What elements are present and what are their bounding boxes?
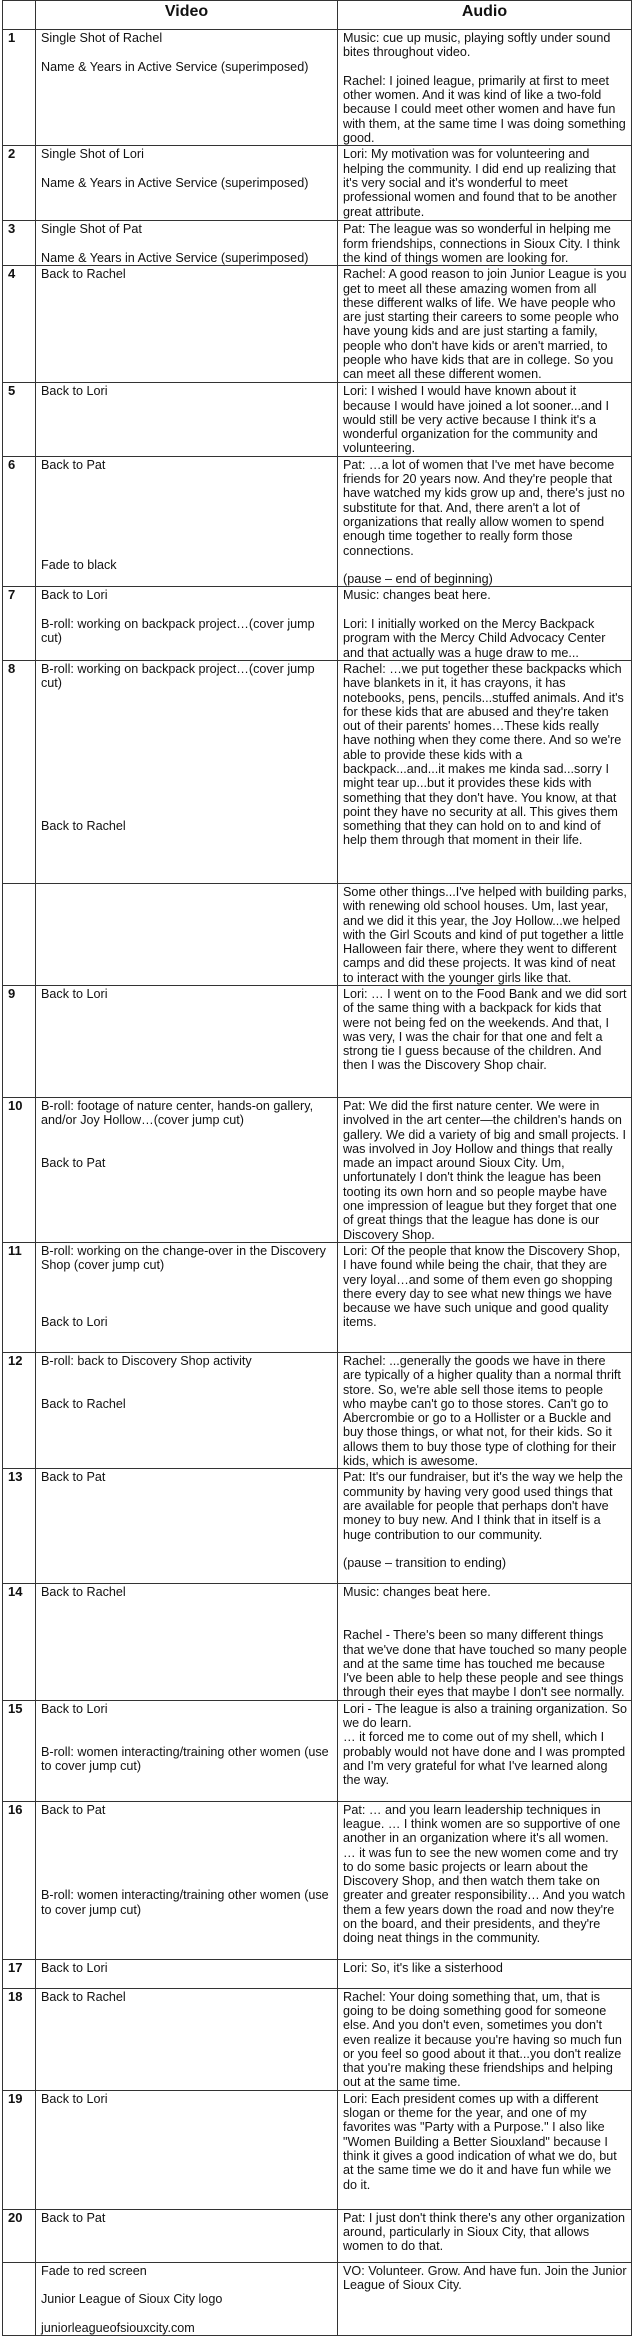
audio-line: Pat: It's our fundraiser, but it's the way we help the community by having very good used things that are available for people that perhaps don't have money to buy new. And I think that in itself is a huge contribution to our community. (343, 1470, 623, 1542)
audio-line: Rachel: Your doing something that, um, that is going to be doing something good for someone else. And you don't even, sometimes you don't even realize it because you're having so much fun or you feel so good about it that...you don't realize that you're making these friendships and helping out at the same time. (343, 1989, 622, 2090)
video-direction: B-roll: footage of nature center, hands-on gallery, and/or Joy Hollow…(cover jump cut) (41, 1098, 314, 1128)
video-cell (36, 2209, 338, 2262)
audio-line: Some other things...I've helped with building parks, with renewing old school houses. Um, last year, and we did it this year, the Joy Hollow...we helped with the Girl Scouts and kind of put together a little Halloween fair there, where they went to different camps and did these projects. It was kind of neat to interact with the younger girls like that. (343, 884, 627, 985)
row-number: 2 (3, 146, 36, 221)
audio-cell (338, 2262, 632, 2335)
video-cell (36, 456, 338, 587)
script-row (3, 456, 632, 587)
spacer (41, 1831, 333, 1845)
row-number (3, 2262, 36, 2335)
video-direction: Back to Rachel (41, 1585, 126, 1600)
spacer (343, 1600, 627, 1614)
video-cell (36, 2262, 338, 2335)
spacer (41, 748, 333, 762)
spacer (41, 1142, 333, 1156)
audio-cell (338, 383, 632, 456)
video-direction: Back to Lori (41, 2091, 108, 2106)
audio-line: Lori: Of the people that know the Discovery Shop, I have found while being the chair, that they are very loyal…and some of them even go shopping there every day to see what new things we have because we have such unique and good quality items. (343, 1243, 621, 1330)
video-cell (36, 1584, 338, 1700)
spacer (41, 719, 333, 733)
row-number: 8 (3, 660, 36, 883)
audio-line: Lori: Each president comes up with a different slogan or theme for the year, and one of my favorites was "Party with a Purpose." I also like "Women Building a Better Siouxland" because I think it gives a good indication of what we do, but at the same time we do it and have fun while we do it. (343, 2091, 617, 2192)
audio-line: Lori: My motivation was for volunteering and helping the community. I did end up realizing that it's very social and it's wonderful to meet professional women and found that to be another great attribute. (343, 147, 617, 219)
video-direction: juniorleagueofsiouxcity.com (41, 2320, 195, 2335)
audio-cell (338, 1700, 632, 1801)
video-cell (36, 383, 338, 456)
video-direction: Back to Rachel (41, 1989, 126, 2004)
audio-line: Rachel: I joined league, primarily at first to meet other women. And it was kind of like a two-fold because I could meet other women and have fun with them, at the same time I was doing something good. (343, 73, 626, 146)
video-direction: Name & Years in Active Service (superimposed) (41, 59, 309, 74)
video-direction: Back to Pat (41, 1470, 106, 1485)
spacer (41, 162, 333, 176)
script-row (3, 1988, 632, 2090)
video-cell (36, 1801, 338, 1959)
video-direction: B-roll: working on the change-over in the Discovery Shop (cover jump cut) (41, 1243, 326, 1273)
row-number: 7 (3, 587, 36, 660)
script-row (3, 883, 632, 985)
spacer (41, 2278, 333, 2292)
script-row (3, 146, 632, 221)
video-direction: Single Shot of Lori (41, 147, 144, 162)
row-number: 3 (3, 221, 36, 266)
spacer (343, 1614, 627, 1628)
audio-cell (338, 883, 632, 985)
video-cell (36, 266, 338, 383)
spacer (41, 529, 333, 543)
video-cell (36, 1242, 338, 1352)
spacer (41, 45, 333, 59)
spacer (41, 544, 333, 558)
spacer (41, 1128, 333, 1142)
video-direction: B-roll: working on backpack project…(cover jump cut) (41, 661, 315, 691)
audio-cell (338, 1959, 632, 1988)
audio-cell (338, 456, 632, 587)
row-number: 10 (3, 1097, 36, 1242)
spacer (343, 60, 627, 74)
video-direction: Back to Rachel (41, 819, 126, 834)
video-cell (36, 1700, 338, 1801)
audio-line: Lori: I wished I would have known about it because I would have joined a lot sooner...and I would still be very active because I think it's a wonderful organization for the community and volunteering. (343, 384, 610, 456)
audio-line: Music: changes beat here. (343, 588, 491, 603)
video-direction: B-roll: working on backpack project…(cover jump cut) (41, 617, 315, 646)
audio-cell (338, 221, 632, 266)
row-number: 13 (3, 1469, 36, 1584)
audio-cell (338, 1469, 632, 1584)
video-cell (36, 587, 338, 660)
audio-cell (338, 266, 632, 383)
spacer (41, 472, 333, 486)
row-number: 4 (3, 266, 36, 383)
video-cell (36, 1988, 338, 2090)
audio-line: Lori: I initially worked on the Mercy Backpack program with the Mercy Child Advocacy Center and that actually was a huge draw to me... (343, 617, 606, 660)
audio-cell (338, 2090, 632, 2209)
row-number (3, 883, 36, 985)
spacer (41, 1273, 333, 1287)
script-row (3, 2209, 632, 2262)
audio-cell (338, 30, 632, 146)
video-direction: Back to Pat (41, 2210, 106, 2225)
audio-line: … it was fun to see the new women come and try to do some basic projects or learn about the Discovery Shop, and then watch them take on greater and greater responsibility… And you watch them a few years down the road and now they're on the board, and their presidents, and they're doing neat things in the community. (343, 1845, 626, 1946)
spacer (41, 515, 333, 529)
spacer (41, 1730, 333, 1744)
audio-line: Rachel - There's been so many different things that we've done that have touched so many people and at the same time has touched me because I've been able to help these people and see things through their eyes that maybe I don't see normally. (343, 1628, 627, 1700)
script-row (3, 1242, 632, 1352)
spacer (41, 762, 333, 776)
video-direction: Fade to red screen (41, 2263, 147, 2278)
script-table (2, 0, 632, 2336)
script-rows (3, 30, 632, 2336)
audio-cell (338, 985, 632, 1097)
audio-cell (338, 1097, 632, 1242)
audio-cell (338, 660, 632, 883)
video-direction: Back to Lori (41, 384, 108, 399)
video-direction: Single Shot of Rachel (41, 31, 163, 45)
video-cell (36, 985, 338, 1097)
script-row (3, 221, 632, 266)
audio-line: Rachel: A good reason to join Junior League is you get to meet all these amazing women from all these different walks of life. We have people who are just starting their careers to some people who have young kids and are just starting a family, people who don't have kids or aren't married, to people who have kids that are in college. So you can meet all these different women. (343, 267, 627, 382)
video-direction: B-roll: back to Discovery Shop activity (41, 1353, 252, 1368)
audio-line: Pat: The league was so wonderful in helping me form friendships, connections in Sioux City. I think the kind of things women are looking for. (343, 222, 620, 265)
spacer (41, 501, 333, 515)
header-video: Video (36, 1, 338, 30)
audio-line: (pause – end of beginning) (343, 572, 493, 587)
script-row (3, 985, 632, 1097)
spacer (41, 1368, 333, 1382)
video-direction: Name & Years in Active Service (superimposed) (41, 175, 309, 190)
spacer (41, 1301, 333, 1315)
video-direction: Back to Pat (41, 457, 106, 472)
audio-line: (pause – transition to ending) (343, 1556, 507, 1571)
spacer (41, 1287, 333, 1301)
spacer (41, 805, 333, 819)
spacer (41, 691, 333, 705)
script-row (3, 383, 632, 456)
audio-line: … it forced me to come out of my shell, which I probably would not have done and I was prompted and I'm very grateful for what I've learned along the way. (343, 1730, 626, 1788)
row-number: 20 (3, 2209, 36, 2262)
spacer (41, 776, 333, 790)
script-row (3, 2090, 632, 2209)
spacer (41, 1716, 333, 1730)
spacer (41, 2307, 333, 2321)
spacer (41, 237, 333, 251)
spacer (41, 1383, 333, 1397)
audio-line: Lori: … I went on to the Food Bank and we did sort of the same thing with a backpack for kids that were not being fed on the weekends. And that, I was very, I was the chair for that one and felt a strong tie I guess because of the children. And then I was the Discovery Shop chair. (343, 986, 627, 1073)
audio-cell (338, 146, 632, 221)
video-cell (36, 1352, 338, 1468)
script-row (3, 30, 632, 146)
video-direction: Back to Lori (41, 1315, 108, 1330)
video-cell (36, 1469, 338, 1584)
row-number: 17 (3, 1959, 36, 1988)
script-row (3, 1584, 632, 1700)
audio-line: Music: cue up music, playing softly under sound bites throughout video. (343, 31, 611, 60)
video-direction: B-roll: women interacting/training other women (use to cover jump cut) (41, 1888, 329, 1917)
row-number: 16 (3, 1801, 36, 1959)
audio-line: Pat: … and you learn leadership techniques in league. … I think women are so supportive of one another in an organization where it's all women. (343, 1802, 621, 1846)
row-number: 11 (3, 1242, 36, 1352)
spacer (41, 486, 333, 500)
spacer (41, 733, 333, 747)
audio-cell (338, 1988, 632, 2090)
video-direction: Back to Pat (41, 1156, 106, 1171)
spacer (41, 705, 333, 719)
video-cell (36, 660, 338, 883)
audio-line: Lori - The league is also a training organization. So we do learn. (343, 1701, 627, 1730)
video-cell (36, 883, 338, 985)
spacer (41, 1846, 333, 1860)
spacer (41, 1874, 333, 1888)
spacer (343, 558, 627, 572)
row-number: 1 (3, 30, 36, 146)
row-number: 14 (3, 1584, 36, 1700)
row-number: 5 (3, 383, 36, 456)
video-direction: Fade to black (41, 557, 117, 572)
video-direction: Name & Years in Active Service (superimposed) (41, 250, 309, 265)
row-number: 15 (3, 1700, 36, 1801)
audio-line: Rachel: …we put together these backpacks which have blankets in it, it has crayons, it has notebooks, pens, pencils...stuffed animals. And it's for these kids that are abused and they're taken out of their parents' homes…These kids really have nothing when they come there. And so we're able to provide these kids with a backpack...and...it makes me kinda sad...sorry I might tear up...but it provides these kids with something that they don't have. You know, at that point they have no security at all. This gives them something that they can hold on to and kind of help them through that moment in their life. (343, 661, 624, 848)
header-row (3, 1, 632, 30)
video-cell (36, 146, 338, 221)
header-number (3, 1, 36, 30)
script-row (3, 587, 632, 660)
video-direction: Single Shot of Pat (41, 222, 142, 237)
script-row (3, 1700, 632, 1801)
script-row (3, 266, 632, 383)
video-direction: Back to Rachel (41, 267, 126, 282)
video-cell (36, 2090, 338, 2209)
video-direction: Junior League of Sioux City logo (41, 2292, 223, 2307)
audio-cell (338, 587, 632, 660)
video-cell (36, 1097, 338, 1242)
video-direction: Back to Pat (41, 1802, 106, 1817)
script-row (3, 1352, 632, 1468)
audio-line: Music: changes beat here. (343, 1585, 491, 1600)
audio-line: Pat: We did the first nature center. We were in involved in the art center—the children's hands on gallery. We did a variety of big and small projects. I was involved in Joy Hollow and things that really made an impact around Sioux City. Um, unfortunately I don't think the league has been tooting its own horn and so people maybe have one impression of league but they forget that one of great things that the league has done is our Discovery Shop. (343, 1098, 627, 1242)
audio-cell (338, 1801, 632, 1959)
video-direction: Back to Lori (41, 1701, 108, 1716)
spacer (41, 603, 333, 617)
spacer (41, 1817, 333, 1831)
audio-cell (338, 1584, 632, 1700)
script-row (3, 1801, 632, 1959)
audio-line: Rachel: ...generally the goods we have in there are typically of a higher quality than a normal thrift store. So, we're able sell those items to people who maybe can't go to those stores. Can't go to Abercrombie or go to a Hollister or a Buckle and buy those things, or what not, for their kids. So it allows them to buy those type of clothing for their kids, which is awesome. (343, 1353, 621, 1469)
audio-cell (338, 2209, 632, 2262)
row-number: 12 (3, 1352, 36, 1468)
script-row (3, 660, 632, 883)
video-cell (36, 1959, 338, 1988)
spacer (41, 1860, 333, 1874)
header-audio: Audio (338, 1, 632, 30)
script-row (3, 1959, 632, 1988)
spacer (343, 1542, 627, 1556)
audio-cell (338, 1352, 632, 1468)
audio-cell (338, 1242, 632, 1352)
spacer (41, 791, 333, 805)
row-number: 19 (3, 2090, 36, 2209)
row-number: 6 (3, 456, 36, 587)
video-direction: Back to Lori (41, 1960, 108, 1975)
audio-line: Pat: …a lot of women that I've met have become friends for 20 years now. And they're people that have watched my kids grow up and, there's just no substitute for that. And, there aren't a lot of organizations that really allow women to spend enough time together to really form those connections. (343, 457, 625, 558)
video-direction: Back to Rachel (41, 1396, 126, 1411)
video-direction: B-roll: women interacting/training other women (use to cover jump cut) (41, 1744, 329, 1773)
script-row (3, 1469, 632, 1584)
video-cell (36, 30, 338, 146)
spacer (343, 603, 627, 617)
video-direction: Back to Lori (41, 986, 108, 1001)
video-cell (36, 221, 338, 266)
video-direction: Back to Lori (41, 588, 108, 603)
audio-line: VO: Volunteer. Grow. And have fun. Join the Junior League of Sioux City. (343, 2263, 627, 2293)
audio-line: Pat: I just don't think there's any other organization around, particularly in Sioux City, that allows women to do that. (343, 2210, 626, 2254)
row-number: 9 (3, 985, 36, 1097)
row-number: 18 (3, 1988, 36, 2090)
audio-line: Lori: So, it's like a sisterhood (343, 1960, 503, 1975)
script-row (3, 1097, 632, 1242)
script-row (3, 2262, 632, 2335)
